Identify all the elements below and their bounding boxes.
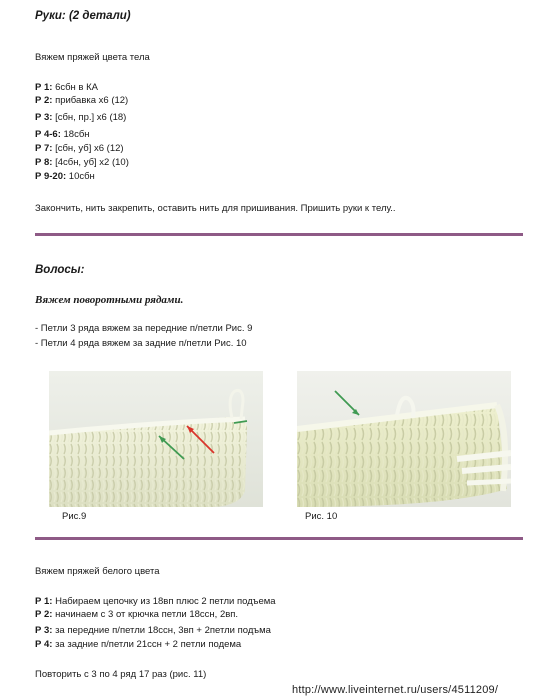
arms-row-1: Р 1: 6сбн в КА	[35, 82, 98, 93]
arms-row-7: Р 9-20: 10сбн	[35, 171, 95, 182]
hair-subtitle: Вяжем поворотными рядами.	[35, 294, 184, 306]
hair-title: Волосы:	[35, 264, 85, 276]
arms-row-5: Р 7: [сбн, уб] х6 (12)	[35, 143, 124, 154]
figure-10-photo	[297, 371, 511, 507]
figure-9-illustration	[49, 371, 263, 507]
hair-note-1: - Петли 3 ряда вяжем за передние п/петли Рис. 9	[35, 323, 253, 334]
hair-note-2: - Петли 4 ряда вяжем за задние п/петли Рис. 10	[35, 338, 247, 349]
watermark-url: http://www.liveinternet.ru/users/4511209/	[292, 684, 499, 696]
arms-row-4: Р 4-6: 18сбн	[35, 129, 90, 140]
arms-intro: Вяжем пряжей цвета тела	[35, 52, 150, 63]
white-row-4: Р 4: за задние п/петли 21ссн + 2 петли подема	[35, 639, 242, 650]
white-intro: Вяжем пряжей белого цвета	[35, 566, 160, 577]
arms-finish: Закончить, нить закрепить, оставить нить для пришивания. Пришить руки к телу..	[35, 203, 396, 214]
arms-title: Руки: (2 детали)	[35, 10, 131, 22]
section-divider-2	[35, 537, 523, 540]
figure-10-caption: Рис. 10	[305, 511, 338, 522]
figure-10-illustration	[297, 371, 511, 507]
section-divider	[35, 233, 523, 236]
arms-row-6: Р 8: [4сбн, уб] х2 (10)	[35, 157, 129, 168]
repeat-instruction: Повторить с 3 по 4 ряд 17 раз (рис. 11)	[35, 669, 207, 680]
arms-row-2: Р 2: прибавка х6 (12)	[35, 95, 129, 106]
white-row-1: Р 1: Набираем цепочку из 18вп плюс 2 петли подъема	[35, 596, 276, 607]
white-row-3: Р 3: за передние п/петли 18ссн, 3вп + 2петли подъма	[35, 625, 271, 636]
figure-9-photo	[49, 371, 263, 507]
figure-9-caption: Рис.9	[62, 511, 87, 522]
arms-row-3: Р 3: [сбн, пр.] х6 (18)	[35, 112, 127, 123]
white-row-2: Р 2: начинаем с 3 от крючка петли 18ссн, 2вп.	[35, 609, 239, 620]
